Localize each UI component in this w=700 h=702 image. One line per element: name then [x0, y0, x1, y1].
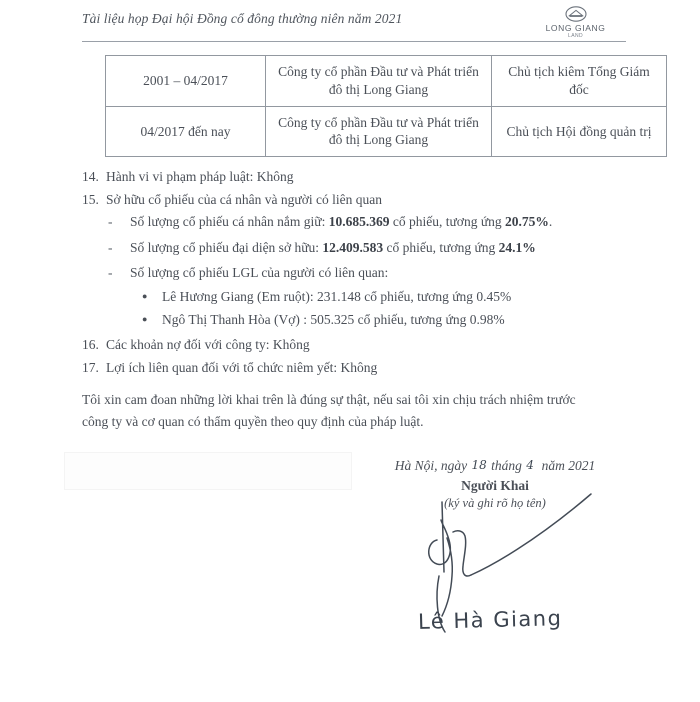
work-experience-table	[105, 55, 667, 157]
item-15-number: 15.	[82, 192, 99, 207]
signature-instruction-note: (ký và ghi rõ họ tên)	[444, 496, 546, 510]
document-header-title: Tài liệu họp Đại hội Đồng cổ đông thường niên năm 2021	[82, 11, 403, 26]
circle-bullet-icon: ●	[142, 314, 148, 325]
signature-date-line	[370, 458, 620, 474]
related-person-text: Lê Hương Giang (Em ruột): 231.148 cổ phiếu, tương ứng 0.45%	[162, 289, 512, 304]
bullet1-tail: .	[548, 214, 553, 229]
circle-bullet-icon: ●	[142, 291, 148, 302]
related-person-text: Ngô Thị Thanh Hòa (Vợ) : 505.325 cổ phiếu, tương ứng 0.98%	[162, 312, 505, 327]
item-14-number: 14.	[82, 169, 99, 184]
bullet2-label: Số lượng cổ phiếu đại diện sở hữu:	[130, 240, 320, 255]
list-item-15	[82, 191, 382, 209]
item-17-text: Lợi ích liên quan đối với tổ chức niêm yết: Không	[106, 360, 378, 375]
cell-company: Công ty cổ phần Đầu tư và Phát triển đô thị Long Giang	[266, 56, 492, 107]
item-16-number: 16.	[82, 337, 99, 352]
cell-position: Chủ tịch kiêm Tổng Giám đốc	[492, 56, 667, 107]
logo-subtitle-text: LAND	[568, 32, 583, 39]
handwritten-day: 18	[471, 458, 487, 472]
logo-name-text: LONG GIANG	[545, 23, 606, 33]
related-person-item	[142, 288, 511, 306]
item-17-number: 17.	[82, 360, 99, 375]
bullet2-share-count: 12.409.583	[322, 240, 384, 255]
dash-marker-icon: -	[108, 265, 113, 280]
list-item-17	[82, 359, 377, 377]
bullet1-mid-text: cổ phiếu, tương ứng	[392, 214, 502, 229]
bullet2-mid-text: cổ phiếu, tương ứng	[386, 240, 496, 255]
bullet3-label: Số lượng cổ phiếu LGL của người có liên quan:	[130, 265, 389, 280]
page-header	[0, 0, 700, 46]
ownership-bullet-personal-shares	[108, 213, 552, 231]
ownership-bullet-represented-shares	[108, 239, 536, 257]
bullet1-percent: 20.75%	[505, 214, 549, 229]
header-divider	[82, 41, 626, 42]
handwritten-month: 4	[526, 458, 534, 472]
date-prefix: Hà Nội, ngày	[394, 458, 468, 473]
list-item-14	[82, 168, 293, 186]
date-month-label: tháng	[491, 458, 522, 473]
item-14-text: Hành vi vi phạm pháp luật: Không	[106, 169, 294, 184]
handwritten-signer-name: Lê Hà Giang	[417, 606, 563, 634]
dash-marker-icon: -	[108, 214, 113, 229]
bullet1-share-count: 10.685.369	[328, 214, 390, 229]
bullet2-percent: 24.1%	[498, 240, 536, 255]
ownership-bullet-related-persons	[108, 264, 388, 282]
bullet1-label: Số lượng cổ phiếu cá nhân nắm giữ:	[130, 214, 326, 229]
cell-position: Chủ tịch Hội đồng quản trị	[492, 106, 667, 157]
dash-marker-icon: -	[108, 240, 113, 255]
item-16-text: Các khoản nợ đối với công ty: Không	[106, 337, 310, 352]
blank-redacted-area	[64, 452, 352, 490]
list-item-16	[82, 336, 310, 354]
table-row	[106, 56, 667, 107]
related-person-item	[142, 311, 505, 329]
cell-period: 2001 – 04/2017	[106, 56, 266, 107]
table-row	[106, 106, 667, 157]
company-logo	[528, 6, 623, 39]
commitment-paragraph: Tôi xin cam đoan những lời khai trên là đúng sự thật, nếu sai tôi xin chịu trách nhiệm trước công ty và cơ quan có thẩm quyền theo quy định của pháp luật.	[82, 392, 576, 429]
signer-role-label: Người Khai	[461, 478, 529, 493]
cell-period: 04/2017 đến nay	[106, 106, 266, 157]
item-15-text: Sở hữu cổ phiếu của cá nhân và người có liên quan	[106, 192, 382, 207]
long-giang-logo-icon	[565, 6, 587, 22]
cell-company: Công ty cổ phần Đầu tư và Phát triển đô thị Long Giang	[266, 106, 492, 157]
date-year-label: năm 2021	[541, 458, 596, 473]
